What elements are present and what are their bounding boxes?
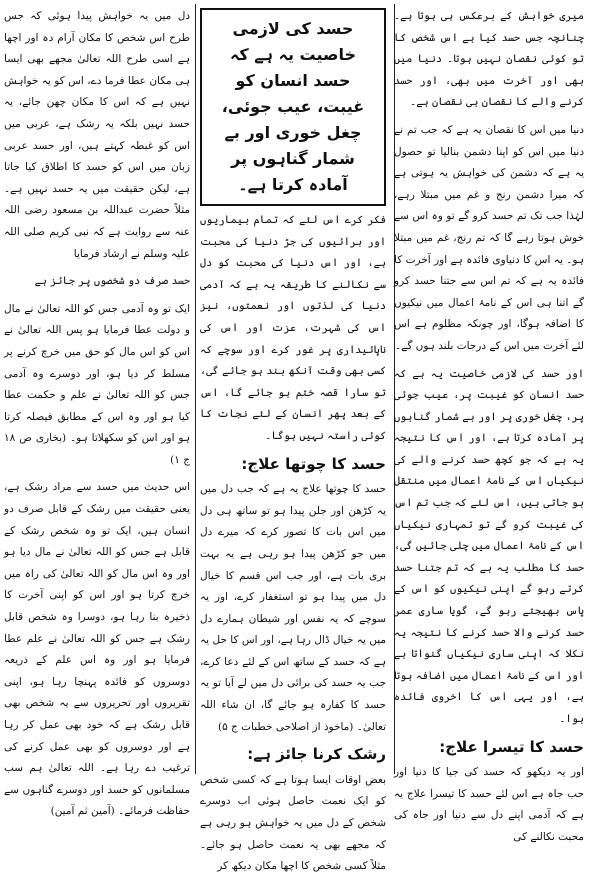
paragraph: اور حسد کی لازمی خاصیت یہ ہے کہ حسد انسان کو غیبت پر، عیب جوئی پر، چغل خوری پر اور بے شمار گناہوں پر آمادہ کرتا ہے، اور اس کا نتیجہ یہ ہے کہ جو کچھ حسد کرنے والے کی نیکیاں اس کے نامۂ اعمال میں منتقل ہو جاتی ہیں، اس لئے کہ جب تم اس کی غیبت کرو گے تو تمہاری نیکیاں اس کے نامۂ اعمال میں چلی جائیں گی، حسد کا مطلب یہ ہے کہ تم جتنا حسد کرتے رہو گے اپنی نیکیوں کو اس کے پاس بھیجتے رہو گے، گویا ساری عمر حسد کرنے والا حسد کرنے کا نتیجہ یہ نکلا کہ اپنی ساری نیکیاں گنواتا ہے اور اس کے نامۂ اعمال میں اضافہ ہوتا ہے، اور یہی اس کا اخروی فائدہ ہوا۔	[394, 367, 584, 725]
paragraph: ایک تو وہ آدمی جس کو اللہ تعالیٰ نے مال و دولت عطا فرمایا ہو پس اللہ تعالیٰ نے اس کو اس مال کو حق میں خرچ کرنے پر مسلط کر دیا ہو، اور دوسرے وہ آدمی جس کو اللہ تعالیٰ نے علم و حکمت عطا کیا ہو اور وہ اس کے مطابق فیصلہ کرتا ہو اور اس کو سکھلاتا ہو۔ (بخاری ص ۱۸ ج ۱)	[4, 302, 190, 466]
column-right	[394, 6, 584, 843]
section-heading: حسد کا چوتھا علاج:	[241, 454, 386, 473]
quoted-hadith: حسد صرف دو شخصوں پر جائز ہے	[34, 275, 190, 288]
paragraph: اس حدیث میں حسد سے مراد رشک ہے، یعنی حقیقت میں رشک کے قابل صرف دو انسان ہیں، ایک تو وہ شخص رشک کے قابل ہے جس کو اللہ تعالیٰ نے مال دیا ہو اور وہ اس مال کو اللہ تعالیٰ کی راہ میں خرچ کرتا ہو اور اس کو اپنی آخرت کا ذخیرہ بنا رہا ہو، دوسرا وہ شخص قابل رشک ہے جس کو اللہ تعالیٰ نے علم عطا فرمایا ہو اور وہ اس علم کے ذریعہ دوسروں کو فائدہ پہنچا رہا ہو، اپنی تقریروں اور تحریروں سے یہ شخص بھی قابل رشک ہے کہ خود بھی عمل کر رہا ہے اور دوسروں کو بھی عمل کرنے کی ترغیب دے رہا ہے۔ اللہ تعالیٰ ہم سب مسلمانوں کو حسد اور دوسرے گناہوں سے حفاظت فرمائے۔ (آمین ثم آمین)	[4, 481, 190, 818]
section-heading: حسد کا تیسرا علاج:	[439, 737, 584, 756]
paragraph: بعض اوقات ایسا ہوتا ہے کہ کسی شخص کو ایک نعمت حاصل ہوئی اب دوسرے شخص کے دل میں یہ خواہش ہو رہی ہے کہ مجھے بھی یہ نعمت حاصل ہو جائے۔ مثلاً کسی شخص کا اچھا مکان دیکھ کر	[200, 773, 386, 873]
column-middle	[200, 6, 386, 873]
paragraph: دنیا میں اس کا نقصان یہ ہے کہ جب تم نے دنیا میں اس کو اپنا دشمن بنالیا تو حصول یہ ہے کہ دشمن کی خواہش یہ ہوتی ہے کہ میرا دشمن رنج و غم میں مبتلا رہے، لہٰذا جب تک تم حسد کرو گے تو وہ اس سے خوش ہوتا رہے گا کہ تم رنج، غم میں مبتلا ہو۔ یہ اس کا دنیاوی فائدہ ہے اور آخرت کا فائدہ یہ ہے کہ تم اس سے جتنا حسد کرو گے اتنا ہی اس کے نامۂ اعمال میں نیکیوں کا اضافہ ہوگا، اور چونکہ مظلوم ہے اس لئے آخرت میں اس کے درجات بلند ہوں گے۔	[394, 123, 584, 352]
pull-quote-box: حسد کی لازمی خاصیت یہ ہے کہ حسد انسان کو غیبت، عیب جوئی، چغل خوری اور بے شمار گناہوں پر آمادہ کرتا ہے۔	[200, 8, 386, 206]
paragraph: فکر کرے اس لئے کہ تمام بیماریوں اور برائیوں کی جڑ دنیا کی محبت ہے، اور اس دنیا کی محبت کو دل سے نکالنے کا طریقہ یہ ہے کہ آدمی دنیا کی لذتوں اور نعمتوں، نیز اس کی شہرت، عزت اور اس کی ناپائیداری پر غور کرے اور سوچے کہ کسی بھی وقت آنکھ بند ہو جائے گی، تو سارا قصہ ختم ہو جائے گا، اس کے بعد پھر انسان کے لئے نجات کا کوئی راستہ نہیں ہوگا۔	[200, 214, 386, 442]
section-heading: رشک کرنا جائز ہے:	[247, 745, 386, 764]
paragraph: حسد کا چوتھا علاج یہ ہے کہ جب دل میں یہ کڑھن اور جلن پیدا ہو تو ساتھ ہی دل میں اس بات کا تصور کرے کہ میرے دل میں جو کڑھن پیدا ہو رہی ہے یہ بہت بری بات ہے، اور جب اس قسم کا خیال دل میں پیدا ہو تو استغفار کرے، اور یہ سوچے کہ یہ نفس اور شیطان ہمارے دل میں یہ خیال ڈال رہا ہے، اور اس کا حل یہ ہے کہ حسد کے ساتھ اس کے لئے دعا کرے، جب یہ حسد کی برائی دل میں لے آیا تو یہ حسد کا کفارہ ہو جائے گا، ان شاء اللہ تعالیٰ۔ (ماخوذ از اصلاحی خطبات ج ۵)	[200, 483, 386, 733]
column-divider	[195, 4, 196, 774]
paragraph: اور یہ دیکھو کہ حسد کی جیا کا دنیا اور حب جاہ ہے اس لئے حسد کا تیسرا علاج یہ ہے کہ آدمی اپنے دل سے دنیا اور جاہ کی محبت نکالنے کی	[394, 766, 584, 843]
column-left	[4, 6, 190, 818]
paragraph: دل میں یہ خواہش پیدا ہوئی کہ جس طرح اس شخص کا مکان آرام دہ اور اچھا ہے اسی طرح اللہ تعالیٰ مجھے بھی ایسا ہی مکان عطا فرما دے، اس کو یہ خواہش نہیں ہے کہ اس کا مکان چھن جائے، یہ حسد نہیں بلکہ یہ رشک ہے، عربی میں اس کو غبطہ کہتے ہیں، اور حسد عربی زبان میں اس کو حسد کا اطلاق کیا جاتا ہے، لیکن حقیقت میں یہ حسد نہیں ہے۔ مثلاً حضرت عبداللہ بن مسعود رضی اللہ عنہ سے روایت ہے کہ نبی کریم صلی اللہ علیہ وسلم نے ارشاد فرمایا	[4, 10, 190, 260]
paragraph: میری خواہش کے برعکس ہی ہوتا ہے۔ چنانچہ جس حسد کیا ہے اس شخص کا تو کوئی نقصان نہیں ہوتا۔ دنیا میں بھی اور آخرت میں بھی، اور حسد کرنے والے کا نقصان ہی نقصان ہے۔	[394, 10, 584, 109]
